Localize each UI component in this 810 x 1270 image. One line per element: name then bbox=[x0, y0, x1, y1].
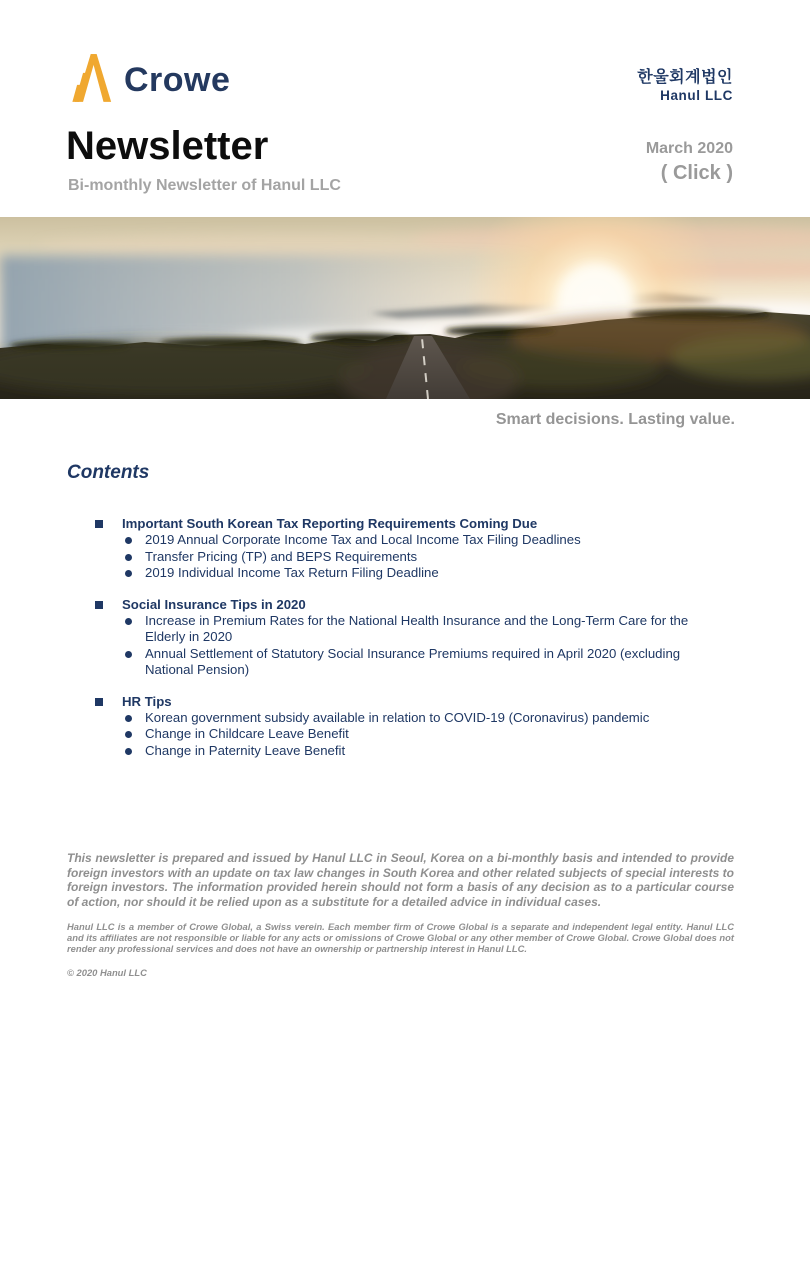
circle-bullet-icon bbox=[125, 748, 132, 755]
toc-item[interactable] bbox=[125, 743, 750, 759]
toc-item[interactable] bbox=[125, 549, 750, 565]
toc-item-label: 2019 Individual Income Tax Return Filing Deadline bbox=[145, 565, 439, 581]
newsletter-title: Newsletter bbox=[66, 124, 269, 168]
toc-item[interactable] bbox=[125, 710, 750, 726]
toc-item[interactable] bbox=[125, 532, 750, 548]
disclaimer-primary: This newsletter is prepared and issued by Hanul LLC in Seoul, Korea on a bi-monthly basis and intended to provide foreign investors with an update on tax law changes in South Korea and other related subjects of special interests to foreign investors. The information provided herein should not form a basis of any decision as to a particular course of action, nor should it be relied upon as a substitute for a detailed advice in individual cases. bbox=[67, 851, 734, 909]
toc-item[interactable] bbox=[125, 646, 750, 679]
toc-section-title-label: Social Insurance Tips in 2020 bbox=[122, 596, 306, 612]
company-name-block bbox=[637, 64, 733, 103]
circle-bullet-icon bbox=[125, 731, 132, 738]
toc-items bbox=[95, 710, 750, 759]
toc-item-label: Change in Paternity Leave Benefit bbox=[145, 742, 346, 758]
square-bullet-icon bbox=[95, 698, 103, 706]
toc-section bbox=[95, 516, 750, 582]
circle-bullet-icon bbox=[125, 651, 132, 658]
disclaimer-secondary: Hanul LLC is a member of Crowe Global, a Swiss verein. Each member firm of Crowe Global is a separate and independent legal entity. Hanul LLC and its affiliates are not responsible or liable for any acts or omissions of Crowe Global or any other member of Crowe Global. Crowe Global does not render any professional services and does not have an ownership or partnership interest in Hanul LLC. bbox=[67, 921, 734, 954]
toc-section bbox=[95, 694, 750, 760]
toc-section-title[interactable] bbox=[95, 694, 750, 710]
square-bullet-icon bbox=[95, 601, 103, 609]
toc-item-label: Annual Settlement of Statutory Social Insurance Premiums required in April 2020 (excluding National Pension) bbox=[145, 645, 681, 678]
toc-item[interactable] bbox=[125, 613, 750, 646]
square-bullet-icon bbox=[95, 520, 103, 528]
banner-image bbox=[0, 217, 810, 399]
toc-section-title[interactable] bbox=[95, 516, 750, 532]
brand-tagline: Smart decisions. Lasting value. bbox=[495, 411, 735, 428]
toc-items bbox=[95, 613, 750, 679]
toc-item[interactable] bbox=[125, 726, 750, 742]
toc-section-title[interactable] bbox=[95, 597, 750, 613]
crowe-logo-text: Crowe bbox=[124, 61, 231, 99]
crowe-logo bbox=[66, 53, 230, 108]
newsletter-subtitle: Bi-monthly Newsletter of Hanul LLC bbox=[68, 177, 341, 194]
toc-item[interactable] bbox=[125, 565, 750, 581]
company-name-korean: 한울회계법인 bbox=[637, 69, 733, 86]
circle-bullet-icon bbox=[125, 618, 132, 625]
circle-bullet-icon bbox=[125, 715, 132, 722]
toc-section-title-label: Important South Korean Tax Reporting Requirements Coming Due bbox=[122, 516, 538, 531]
circle-bullet-icon bbox=[125, 554, 132, 561]
toc-section-title-label: HR Tips bbox=[122, 693, 172, 709]
issue-block bbox=[646, 140, 733, 185]
toc-item-label: Transfer Pricing (TP) and BEPS Requirements bbox=[145, 548, 418, 564]
click-button[interactable]: ( Click ) bbox=[660, 162, 733, 184]
crowe-peak-icon bbox=[66, 53, 112, 108]
toc-section bbox=[95, 597, 750, 679]
toc-item-label: Increase in Premium Rates for the National Health Insurance and the Long-Term Care for the Elderly in 2020 bbox=[145, 613, 689, 645]
issue-date: March 2020 bbox=[645, 140, 733, 157]
circle-bullet-icon bbox=[125, 570, 132, 577]
toc-item-label: Change in Childcare Leave Benefit bbox=[145, 726, 349, 742]
toc-items bbox=[95, 532, 750, 581]
toc-item-label: 2019 Annual Corporate Income Tax and Local Income Tax Filing Deadlines bbox=[145, 532, 581, 548]
company-name-english: Hanul LLC bbox=[660, 88, 733, 103]
circle-bullet-icon bbox=[125, 537, 132, 544]
copyright-line: © 2020 Hanul LLC bbox=[67, 967, 147, 978]
toc-item-label: Korean government subsidy available in relation to COVID-19 (Coronavirus) pandemic bbox=[145, 710, 650, 726]
contents-list bbox=[95, 516, 750, 759]
contents-heading: Contents bbox=[67, 462, 150, 483]
